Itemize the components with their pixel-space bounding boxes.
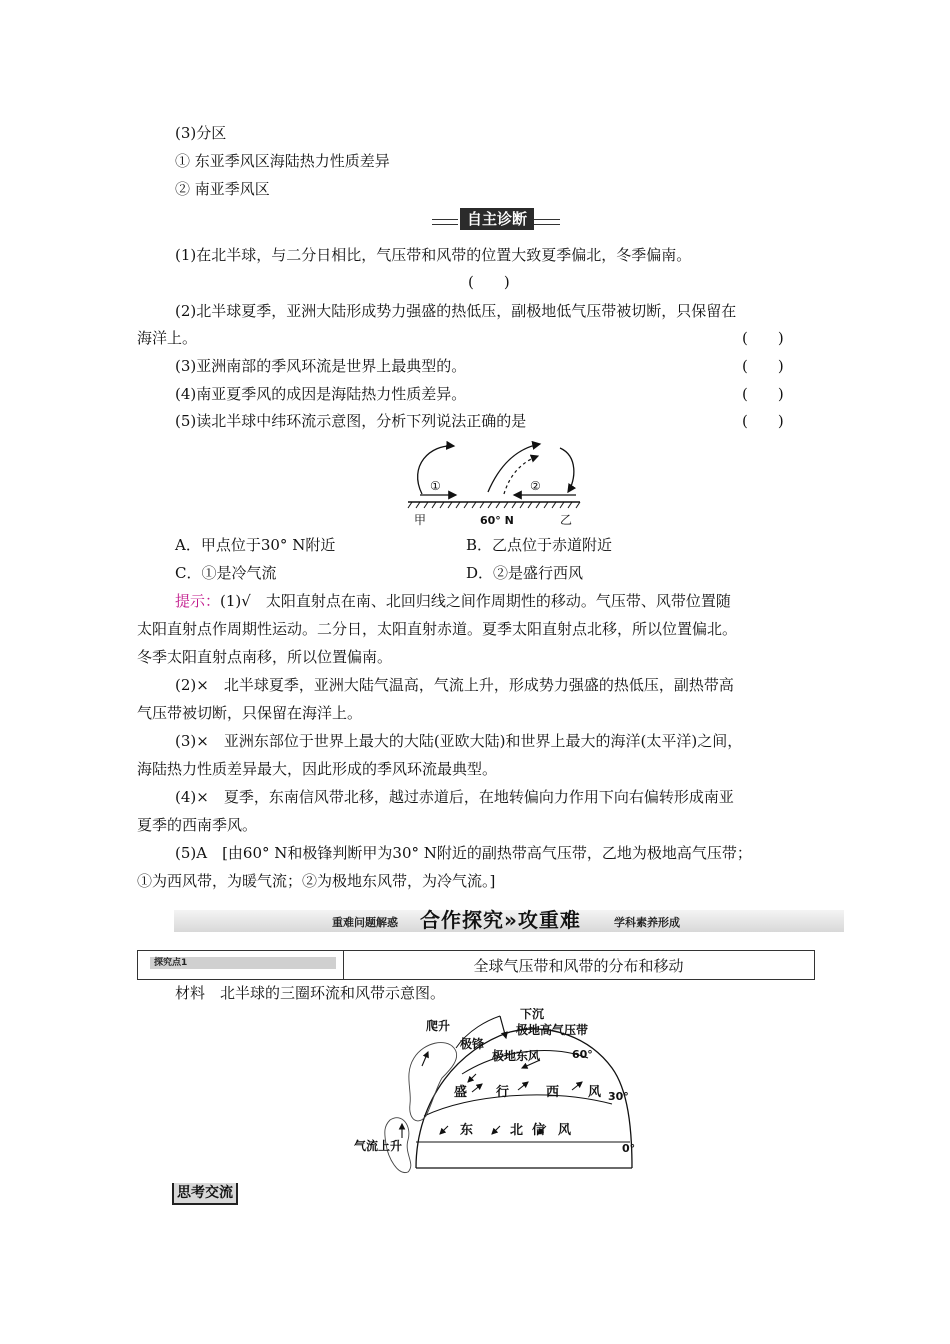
intro-line-3: ② 南亚季风区 [175, 180, 270, 198]
hint-2-line-2: 气压带被切断，只保留在海洋上。 [137, 704, 363, 722]
label-t1: 东 [460, 1123, 474, 1138]
label-w2: 行 [496, 1085, 510, 1100]
diagram-label-60n: 60° N [480, 514, 514, 527]
label-lat-60: 60° [572, 1048, 593, 1061]
hint-2-line-1: (2)× 北半球夏季，亚洲大陆气温高，气流上升，形成势力强盛的热低压，副热带高 [175, 676, 734, 694]
question-4: (4)南亚夏季风的成因是海陆热力性质差异。 [175, 385, 467, 403]
hint-1-line-3: 冬季太阳直射点南移，所以位置偏南。 [137, 648, 393, 666]
answer-paren-4: ( ) [742, 385, 784, 403]
banner-center-text: 合作探究»攻重难 [420, 908, 581, 932]
mid-latitude-circulation-diagram [400, 436, 590, 530]
probe-point-box [137, 950, 815, 980]
intro-line-2: ① 东亚季风区海陆热力性质差异 [175, 152, 390, 170]
diagram-label-1: ① [430, 479, 441, 493]
option-d: D．②是盛行西风 [466, 564, 584, 582]
hint-5-line-2: ①为西风带，为暖气流；②为极地东风带，为冷气流。] [137, 872, 496, 890]
three-cell-circulation-diagram [350, 1008, 650, 1176]
question-3: (3)亚洲南部的季风环流是世界上最典型的。 [175, 357, 467, 375]
label-polar-front: 极锋 [460, 1037, 485, 1051]
label-climb: 爬升 [426, 1019, 451, 1033]
hint-label: 提示： [175, 592, 221, 610]
hint-1-text: (1)√ 太阳直射点在南、北回归线之间作周期性的移动。气压带、风带位置随 [220, 592, 731, 610]
label-polar-east: 极地东风 [492, 1049, 541, 1063]
answer-paren-1: ( ) [468, 273, 510, 291]
think-exchange-label: 思考交流 [172, 1183, 238, 1205]
hint-4-line-1: (4)× 夏季，东南信风带北移，越过赤道后，在地转偏向力作用下向右偏转形成南亚 [175, 788, 734, 806]
label-t2: 北 [510, 1123, 524, 1138]
question-1: (1)在北半球，与二分日相比，气压带和风带的位置大致夏季偏北，冬季偏南。 [175, 246, 692, 264]
label-w3: 西 [546, 1085, 560, 1100]
hint-3-line-1: (3)× 亚洲东部位于世界上最大的大陆(亚欧大陆)和世界上最大的海洋(太平洋)之间， [175, 732, 743, 750]
hint-4-line-2: 夏季的西南季风。 [137, 816, 258, 834]
banner-right-text: 学科素养形成 [614, 916, 680, 929]
self-diagnosis-banner [432, 208, 560, 232]
label-t4: 风 [558, 1123, 572, 1138]
intro-line-1: (3)分区 [175, 124, 227, 142]
diagram-label-jia: 甲 [414, 513, 427, 527]
self-diagnosis-title: 自主诊断 [460, 208, 534, 230]
question-2-line-1: (2)北半球夏季，亚洲大陆形成势力强盛的热低压，副极地低气压带被切断，只保留在 [175, 302, 737, 320]
question-5: (5)读北半球中纬环流示意图，分析下列说法正确的是 [175, 412, 527, 430]
option-a: A．甲点位于30° N附近 [175, 536, 336, 554]
probe-title: 全球气压带和风带的分布和移动 [473, 957, 684, 975]
label-lat-0: 0° [622, 1142, 636, 1155]
label-w4: 风 [588, 1085, 602, 1100]
hint-line-1 [175, 591, 731, 611]
banner-left-text: 重难问题解惑 [332, 916, 398, 929]
label-t3: 信 [532, 1123, 546, 1138]
diagram-label-yi: 乙 [560, 513, 573, 527]
answer-paren-5: ( ) [742, 412, 784, 430]
probe-tag: 探究点1 [150, 957, 336, 969]
label-lat-30: 30° [608, 1090, 629, 1103]
material-text: 材料 北半球的三圈环流和风带示意图。 [175, 984, 446, 1002]
label-polar-high: 极地高气压带 [516, 1023, 589, 1037]
option-b: B．乙点位于赤道附近 [466, 536, 613, 554]
cooperative-inquiry-banner [174, 898, 844, 938]
answer-paren-3: ( ) [742, 357, 784, 375]
hint-5-line-1: (5)A [由60° N和极锋判断甲为30° N附近的副热带高气压带，乙地为极地高气压带； [175, 844, 752, 862]
answer-paren-2: ( ) [742, 329, 784, 347]
label-w1: 盛 [454, 1085, 468, 1100]
diagram-label-2: ② [530, 479, 541, 493]
hint-3-line-2: 海陆热力性质差异最大，因此形成的季风环流最典型。 [137, 760, 498, 778]
label-rise: 气流上升 [354, 1139, 403, 1153]
option-c: C．①是冷气流 [175, 564, 277, 582]
question-2-line-2: 海洋上。 [137, 329, 198, 347]
hint-1-line-2: 太阳直射点作周期性运动。二分日，太阳直射赤道。夏季太阳直射点北移，所以位置偏北。 [137, 620, 738, 638]
label-sink: 下沉 [520, 1008, 545, 1021]
